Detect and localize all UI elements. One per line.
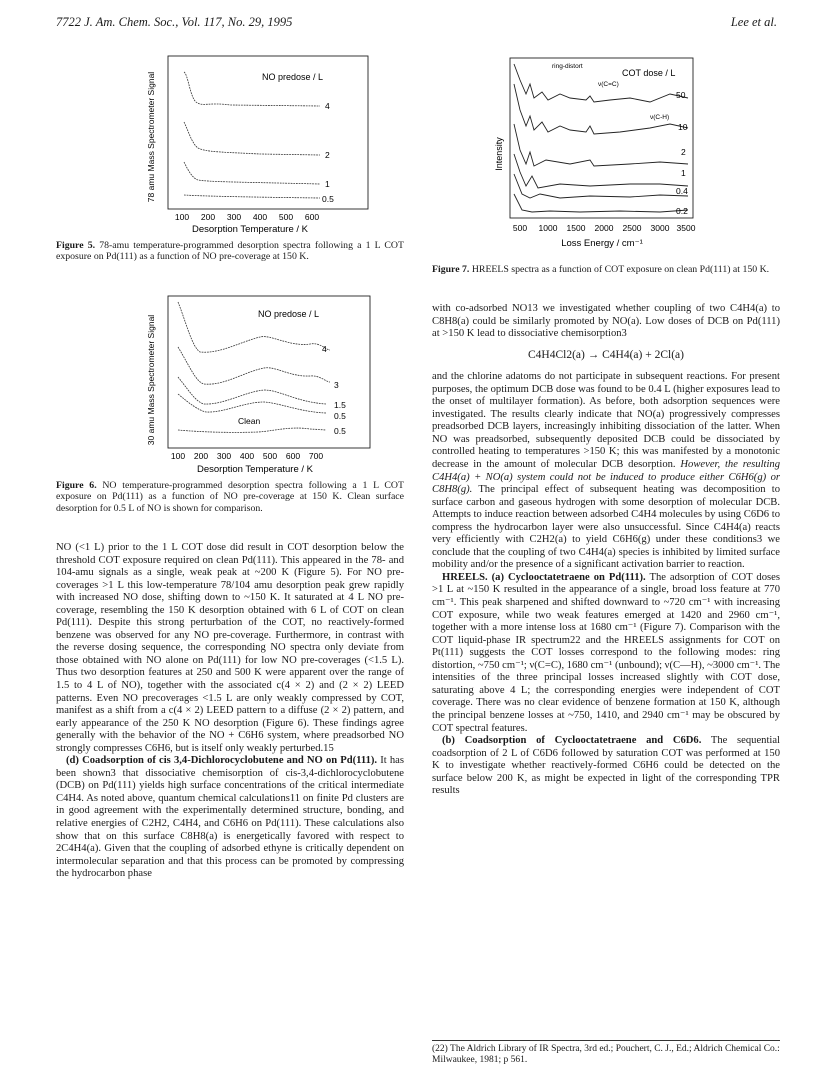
figure-7-xtick: 2500 [622, 223, 642, 233]
figure-6-xtick: 300 [216, 451, 232, 461]
figure-5-xtick: 600 [304, 212, 320, 222]
figure-6-curve-label-3: 3 [334, 380, 339, 390]
figure-5-xtick: 100 [174, 212, 190, 222]
section-b-heading: (b) Coadsorption of Cyclooctatetraene and C6D6. [442, 735, 702, 747]
figure-6-curve-label-clean: 0.5 [334, 426, 346, 436]
right-paragraph-2-rest: The principal effect of subsequent heating was decomposition to surface carbon and gaseous hydrogen with some desorption of molecular DCB. Attempts to induce reaction between adsorbed C4H4 molecules by using C6D6 to compress the hydrocarbon layer were also unsuccessful. Since C4H4(a) reacts very efficiently with C2H2(a) to yield C6H6(g) under these conditions3 we conclude that the coupling of two C4H4(a) species is inhibited by limited surface mobility and/or the presence of a significant activation barrier to reaction. [432, 484, 780, 571]
figure-6-xtick: 200 [193, 451, 209, 461]
figure-5-caption [56, 240, 404, 263]
figure-7-curve-0.4 [514, 174, 688, 198]
figure-5-curve-1 [184, 162, 320, 184]
figure-6-curve-label-4: 4 [322, 344, 327, 354]
figure-7-curve-2 [514, 124, 688, 166]
right-paragraph-1: with co-adsorbed NO13 we investigated whether coupling of two C4H4(a) to C8H8(a) could be similarly promoted by NO(a). Low doses of DCB on Pd(111) at >150 K lead to dissociative chemisorption3 [432, 303, 780, 340]
right-paragraph-4 [432, 735, 780, 798]
section-d-heading: (d) Coadsorption of cis 3,4-Dichlorocyclobutene and NO on Pd(111). [66, 755, 378, 767]
figure-7-xtick: 2000 [594, 223, 614, 233]
figure-5-curve-label-2: 2 [325, 150, 330, 160]
figure-6-caption-label: Figure 6. [56, 480, 97, 491]
figure-5-curve-0.5 [184, 195, 320, 198]
figure-7-caption-label: Figure 7. [432, 264, 470, 275]
figure-5-xtick: 500 [278, 212, 294, 222]
figure-6-curve-label-0.5: 0.5 [334, 411, 346, 421]
left-paragraph-2 [56, 755, 404, 880]
figure-6-curve-0.5 [178, 394, 326, 413]
figure-5 [140, 52, 380, 237]
running-header-right: Lee et al. [730, 15, 777, 29]
left-paragraph-2-text: It has been shown3 that dissociative chemisorption of cis-3,4-dichlorocyclobutene (DCB) on Pd(111) yields high surface concentrations of the critical intermediate C4H4. As noted above, quantum chemical calculations11 on finite Pd clusters are in good agreement with the experimentally determined structure, bonding, and relative energies of C2H2, C4H4, and C6H6 on Pd(111). These calculations also show that on this surface C8H8(a) is energetically favored with respect to 2C4H4(a). Given that the coupling of adsorbed ethyne is critically dependent on intermolecular separation and that this process can be promoted by compressing the hydrocarbon phase [56, 755, 404, 880]
left-paragraph-1: NO (<1 L) prior to the 1 L COT dose did result in COT desorption below the threshold COT exposure required on clean Pd(111). This appeared in the 78- and 104-amu signals as a single, weak peak at ~200 K (Figure 5). For NO pre-coverages >1 L this low-temperature 78/104 amu desorption peak grew rapidly with increased NO dose, shifting down to ~150 K. It saturated at 4 L NO pre-coverage, resembling the 150 K desorption obtained with 6 L of COT on clean Pd(111). Despite this strong perturbation of the COT, no reactively-formed benzene was observed for any NO pre-coverage. Furthermore, in contrast with the reverse dosing sequence, the corresponding NO spectra only deviate from those obtained with NO alone on Pd(111) for low NO pre-coverages (<1.5 L). Thus two desorption features at 250 and 500 K were apparent over the range of 1.5 to 4 L of NO), together with the associated c(4 × 2) and (2 × 2) LEED patterns. Even NO precoverages <1.5 L are only weakly compressed by COT, manifest as a shift from a c(4 × 2) LEED pattern to a diffuse (2 × 2) pattern, and early appearance of the 250 K NO desorption (Figure 6). These findings agree generally with the behavior of the NO + C6H6 system, where preadsorbed NO strongly compresses C6H6, but is itself only weakly perturbed.15 [56, 542, 404, 754]
figure-5-caption-label: Figure 5. [56, 240, 96, 251]
figure-5-legend: NO predose / L [262, 72, 324, 82]
right-paragraph-2-text: and the chlorine adatoms do not participate in subsequent reactions. For present purposes, the optimum DCB dose was found to be 0.4 L (higher exposures lead to the onset of multilayer formation). As before, both adsorption sequences were investigated. The results clearly indicate that NO(a) progressively compresses preadsorbed DCB layers, increasingly inhibiting dissociation of the latter. When NO was preadsorbed, subsequently deposited DCB could be dissociated by controlled heating to temperatures >150 K; this was manifested by a monotonic decrease in the amount of molecular DCB desorption. [432, 371, 780, 471]
figure-7-curve-label-50: 50 [676, 90, 686, 100]
figure-7-caption [432, 264, 778, 275]
figure-6-xtick: 600 [285, 451, 301, 461]
hreels-heading: HREELS. (a) Cyclooctatetraene on Pd(111). [442, 571, 646, 583]
figure-5-curve-label-0.5: 0.5 [322, 194, 334, 204]
figure-6-xtick: 700 [308, 451, 324, 461]
figure-7-annotation-cc: ν(C=C) [598, 81, 619, 88]
right-paragraph-2-italic: However, the resulting C4H4(a) + NO(a) system could not be induced to produce either C6H6(g) or C8H8(g). [432, 459, 780, 496]
figure-6-xtick: 100 [170, 451, 186, 461]
figure-7-xtick: 1000 [538, 223, 558, 233]
figure-7-curve-label-1: 1 [681, 168, 686, 178]
figure-5-curve-label-4: 4 [325, 101, 330, 111]
right-paragraph-4-text: The sequential coadsorption of 2 L of C6D6 followed by saturation COT was performed at 150 K to investigate whether reactively-formed C6H6 could be detected on the surface below 200 K, as might be expected in light of the corresponding TPR results [432, 735, 780, 797]
figure-5-xtick: 400 [252, 212, 268, 222]
figure-5-curve-label-1: 1 [325, 179, 330, 189]
figure-6-caption-text: NO temperature-programmed desorption spectra following a 1 L COT exposure on Pd(111) as a function of NO pre-coverage at 150 K. Clean surface desorption for 0.5 L of NO is shown for comparison. [56, 480, 404, 514]
right-paragraph-3 [432, 572, 780, 735]
figure-7-curve-label-0.2: 0.2 [676, 206, 688, 216]
figure-7-curve-label-2: 2 [681, 147, 686, 157]
figure-7-ylabel: Intensity [494, 137, 504, 171]
right-paragraph-3-text: The adsorption of COT doses >1 L at ~150 K resulted in the appearance of a single, broad loss feature at 770 cm⁻¹. This peak sharpened and shifted downward to ~720 cm⁻¹ with increasing COT exposure, while two weak features emerged at 1420 and 2960 cm⁻¹, together with a more intense loss at 1680 cm⁻¹ (Figure 7). Comparison with the COT liquid-phase IR spectrum22 and the HREELS assignments for COT on Pt(111) suggests the COT losses correspond to the following modes: ring distortion, ~750 cm⁻¹; ν(C=C), 1680 cm⁻¹ (unbound); ν(C—H), ~3000 cm⁻¹. The intensities of the three principal losses increased slightly with COT dose, saturating above 4 L; the corresponding energies were independent of COT coverage. There was no clear evidence of benzene formation at 150 K, although the principal benzene losses at ~750, 1410, and 2940 cm⁻¹ may be obscured by COT spectral features. [432, 571, 780, 734]
figure-7-curve-label-0.4: 0.4 [676, 186, 688, 196]
figure-5-xtick: 200 [200, 212, 216, 222]
figure-6-xtick: 400 [239, 451, 255, 461]
figure-7-annotation-ring: ring-distort [552, 63, 583, 70]
figure-6-legend: NO predose / L [258, 309, 320, 319]
figure-7-caption-text: HREELS spectra as a function of COT exposure on clean Pd(111) at 150 K. [471, 264, 770, 275]
left-column [56, 542, 404, 881]
figure-6-curve-clean [178, 428, 326, 432]
figure-5-xlabel: Desorption Temperature / K [192, 224, 308, 235]
figure-7-xlabel: Loss Energy / cm⁻¹ [561, 238, 643, 249]
footnote-22: (22) The Aldrich Library of IR Spectra, 3rd ed.; Pouchert, C. J., Ed.; Aldrich Chemical Co.: Milwaukee, 1981; p 561. [432, 1040, 780, 1066]
figure-6 [140, 292, 390, 477]
figure-5-curve-2 [184, 122, 320, 155]
figure-6-xlabel: Desorption Temperature / K [197, 464, 313, 475]
figure-7-xtick: 500 [512, 223, 528, 233]
figure-7-xtick: 3500 [676, 223, 696, 233]
figure-7-xtick: 3000 [650, 223, 670, 233]
figure-7-legend: COT dose / L [622, 68, 676, 78]
figure-5-ylabel: 78 amu Mass Spectrometer Signal [146, 71, 156, 203]
figure-6-xtick: 500 [262, 451, 278, 461]
figure-6-curve-3 [178, 347, 330, 384]
figure-7-xtick: 1500 [566, 223, 586, 233]
right-column [432, 303, 780, 798]
reaction-equation: C4H4Cl2(a) → C4H4(a) + 2Cl(a) [528, 348, 684, 361]
figure-5-xtick: 300 [226, 212, 242, 222]
running-header-left: 7722 J. Am. Chem. Soc., Vol. 117, No. 29, 1995 [56, 15, 293, 29]
figure-7-annotation-ch: ν(C-H) [650, 114, 670, 121]
figure-6-ylabel: 30 amu Mass Spectrometer Signal [146, 314, 156, 446]
figure-5-caption-text: 78-amu temperature-programmed desorption spectra following a 1 L COT exposure on Pd(111) as a function of NO pre-coverage at 150 K. [56, 240, 404, 263]
figure-7-curve-1 [514, 154, 688, 188]
right-paragraph-2 [432, 371, 780, 572]
figure-7-curve-10 [514, 84, 688, 134]
figure-7 [490, 54, 700, 259]
figure-6-curve-1.5 [178, 377, 326, 404]
figure-7-curve-label-10: 10 [678, 122, 688, 132]
figure-6-caption [56, 480, 404, 514]
figure-6-curve-label-1.5: 1.5 [334, 400, 346, 410]
figure-6-clean-label: Clean [238, 416, 261, 426]
